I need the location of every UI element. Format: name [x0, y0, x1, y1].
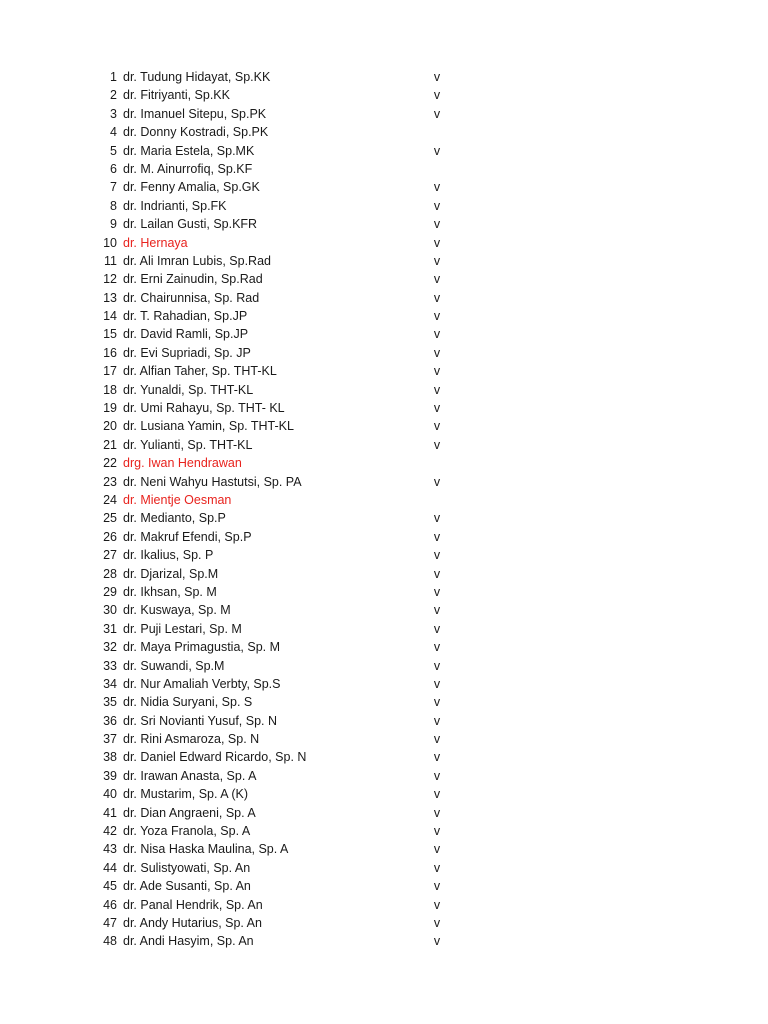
doctor-name: dr. Ikhsan, Sp. M — [123, 584, 217, 599]
list-item — [0, 877, 768, 895]
list-item — [0, 748, 768, 766]
doctor-name: dr. Nur Amaliah Verbty, Sp.S — [123, 676, 281, 691]
doctor-name: dr. Yulianti, Sp. THT-KL — [123, 437, 253, 452]
doctor-name: dr. Lailan Gusti, Sp.KFR — [123, 217, 258, 232]
check-mark: v — [433, 897, 441, 912]
doctor-name: dr. Djarizal, Sp.M — [123, 566, 219, 581]
doctor-name: dr. Mientje Oesman — [123, 492, 232, 507]
doctor-name: dr. Maria Estela, Sp.MK — [123, 143, 255, 158]
doctor-name: dr. Medianto, Sp.P — [123, 511, 226, 526]
list-item — [0, 730, 768, 748]
check-mark: v — [433, 621, 441, 636]
check-mark: v — [433, 566, 441, 581]
check-mark: v — [433, 70, 441, 84]
doctor-name: dr. Tudung Hidayat, Sp.KK — [123, 70, 271, 84]
row-number: 27 — [103, 548, 117, 563]
check-mark: v — [433, 548, 441, 563]
list-item — [0, 914, 768, 932]
check-mark: v — [433, 879, 441, 894]
check-mark: v — [433, 290, 441, 305]
list-item — [0, 804, 768, 822]
row-number: 11 — [104, 253, 117, 268]
row-number: 15 — [103, 327, 117, 342]
doctor-name: dr. Irawan Anasta, Sp. A — [123, 768, 257, 783]
list-item — [0, 454, 768, 472]
list-item — [0, 289, 768, 307]
check-mark: v — [433, 603, 441, 618]
row-number: 16 — [103, 345, 117, 360]
check-mark: v — [433, 713, 441, 728]
check-mark: v — [433, 437, 441, 452]
row-number: 3 — [110, 106, 117, 121]
list-item — [0, 436, 768, 454]
doctor-name: dr. Sri Novianti Yusuf, Sp. N — [123, 713, 278, 728]
list-item — [0, 234, 768, 252]
doctor-name: dr. Suwandi, Sp.M — [123, 658, 225, 673]
doctor-name: dr. Ikalius, Sp. P — [123, 548, 214, 563]
row-number: 41 — [103, 805, 117, 820]
row-number: 37 — [103, 732, 117, 747]
doctor-name: dr. Maya Primagustia, Sp. M — [123, 640, 281, 655]
check-mark: v — [433, 143, 441, 158]
list-item — [0, 491, 768, 509]
row-number: 30 — [103, 603, 117, 618]
row-number: 28 — [103, 566, 117, 581]
doctor-name: dr. Alfian Taher, Sp. THT-KL — [123, 364, 277, 379]
check-mark: v — [433, 768, 441, 783]
row-number: 26 — [103, 529, 117, 544]
doctor-name: dr. M. Ainurrofiq, Sp.KF — [123, 161, 253, 176]
check-mark: v — [433, 401, 441, 416]
check-mark: v — [433, 511, 441, 526]
list-item — [0, 565, 768, 583]
check-mark: v — [433, 364, 441, 379]
check-mark: v — [433, 824, 441, 839]
doctor-name: dr. Ali Imran Lubis, Sp.Rad — [123, 253, 271, 268]
row-number: 2 — [110, 88, 117, 103]
row-number: 24 — [103, 492, 117, 507]
row-number: 34 — [103, 676, 117, 691]
check-mark: v — [433, 106, 441, 121]
check-mark: v — [433, 732, 441, 747]
check-mark: v — [433, 198, 441, 213]
check-mark: v — [433, 309, 441, 324]
row-number: 6 — [110, 161, 117, 176]
doctor-name: dr. Nidia Suryani, Sp. S — [123, 695, 253, 710]
doctor-name: dr. Ade Susanti, Sp. An — [123, 879, 251, 894]
doctor-name: drg. Iwan Hendrawan — [123, 456, 242, 471]
list-item — [0, 601, 768, 619]
row-number: 4 — [110, 125, 117, 140]
row-number: 20 — [103, 419, 117, 434]
list-item — [0, 473, 768, 491]
check-mark: v — [433, 805, 441, 820]
check-mark: v — [433, 217, 441, 232]
check-mark: v — [433, 750, 441, 765]
row-number: 12 — [103, 272, 117, 287]
list-item — [0, 932, 768, 950]
row-number: 18 — [103, 382, 117, 397]
check-mark: v — [433, 787, 441, 802]
row-number: 44 — [103, 860, 117, 875]
list-item — [0, 546, 768, 564]
doctor-name: dr. Andi Hasyim, Sp. An — [123, 934, 254, 949]
row-number: 10 — [103, 235, 117, 250]
row-number: 46 — [103, 897, 117, 912]
row-number: 22 — [103, 456, 117, 471]
doctor-name: dr. Chairunnisa, Sp. Rad — [123, 290, 260, 305]
list-item — [0, 840, 768, 858]
doctor-name: dr. Fitriyanti, Sp.KK — [123, 88, 230, 103]
list-item — [0, 675, 768, 693]
doctor-name: dr. Hernaya — [123, 235, 188, 250]
row-number: 47 — [103, 915, 117, 930]
list-item — [0, 215, 768, 233]
row-number: 9 — [110, 217, 117, 232]
doctor-name: dr. Mustarim, Sp. A (K) — [123, 787, 249, 802]
row-number: 32 — [103, 640, 117, 655]
list-item — [0, 583, 768, 601]
doctor-name: dr. Nisa Haska Maulina, Sp. A — [123, 842, 289, 857]
check-mark: v — [433, 272, 441, 287]
row-number: 21 — [103, 437, 117, 452]
row-number: 45 — [103, 879, 117, 894]
list-item — [0, 822, 768, 840]
row-number: 40 — [103, 787, 117, 802]
doctor-name: dr. Donny Kostradi, Sp.PK — [123, 125, 269, 140]
list-item — [0, 86, 768, 104]
check-mark: v — [433, 345, 441, 360]
doctor-name: dr. Kuswaya, Sp. M — [123, 603, 231, 618]
doctor-name: dr. Makruf Efendi, Sp.P — [123, 529, 252, 544]
doctor-name: dr. Lusiana Yamin, Sp. THT-KL — [123, 419, 294, 434]
doctor-name: dr. Yoza Franola, Sp. A — [123, 824, 251, 839]
row-number: 13 — [103, 290, 117, 305]
check-mark: v — [433, 658, 441, 673]
check-mark: v — [433, 382, 441, 397]
row-number: 17 — [103, 364, 117, 379]
check-mark: v — [433, 640, 441, 655]
check-mark: v — [433, 934, 441, 949]
list-item — [0, 712, 768, 730]
doctor-name: dr. Imanuel Sitepu, Sp.PK — [123, 106, 267, 121]
list-item — [0, 270, 768, 288]
check-mark: v — [433, 860, 441, 875]
check-mark: v — [433, 88, 441, 103]
doctor-name: dr. Dian Angraeni, Sp. A — [123, 805, 256, 820]
list-item — [0, 657, 768, 675]
list-item — [0, 105, 768, 123]
row-number: 14 — [103, 309, 117, 324]
check-mark: v — [433, 842, 441, 857]
doctor-name: dr. T. Rahadian, Sp.JP — [123, 309, 248, 324]
check-mark: v — [433, 180, 441, 195]
doctor-name: dr. Indrianti, Sp.FK — [123, 198, 227, 213]
doctor-name: dr. Sulistyowati, Sp. An — [123, 860, 251, 875]
doctor-name: dr. Umi Rahayu, Sp. THT- KL — [123, 401, 285, 416]
row-number: 43 — [103, 842, 117, 857]
doctor-name: dr. Fenny Amalia, Sp.GK — [123, 180, 260, 195]
list-item — [0, 693, 768, 711]
list-item — [0, 160, 768, 178]
check-mark: v — [433, 915, 441, 930]
row-number: 23 — [103, 474, 117, 489]
list-item — [0, 896, 768, 914]
list-item — [0, 528, 768, 546]
doctor-name: dr. Evi Supriadi, Sp. JP — [123, 345, 251, 360]
row-number: 1 — [110, 70, 117, 84]
list-item — [0, 381, 768, 399]
doctor-name: dr. Andy Hutarius, Sp. An — [123, 915, 262, 930]
doctor-name: dr. Erni Zainudin, Sp.Rad — [123, 272, 263, 287]
list-item — [0, 785, 768, 803]
check-mark: v — [433, 676, 441, 691]
list-item — [0, 767, 768, 785]
list-item — [0, 252, 768, 270]
list-item — [0, 859, 768, 877]
row-number: 36 — [103, 713, 117, 728]
list-item — [0, 142, 768, 160]
check-mark: v — [433, 529, 441, 544]
doctor-name: dr. Yunaldi, Sp. THT-KL — [123, 382, 254, 397]
row-number: 39 — [103, 768, 117, 783]
check-mark: v — [433, 419, 441, 434]
list-item — [0, 399, 768, 417]
row-number: 7 — [110, 180, 117, 195]
doctor-name: dr. Neni Wahyu Hastutsi, Sp. PA — [123, 474, 302, 489]
list-item — [0, 197, 768, 215]
row-number: 35 — [103, 695, 117, 710]
check-mark: v — [433, 474, 441, 489]
list-item — [0, 344, 768, 362]
check-mark: v — [433, 695, 441, 710]
row-number: 29 — [103, 584, 117, 599]
list-item — [0, 362, 768, 380]
check-mark: v — [433, 327, 441, 342]
list-item — [0, 325, 768, 343]
doctor-list — [0, 68, 768, 951]
doctor-name: dr. David Ramli, Sp.JP — [123, 327, 249, 342]
list-item — [0, 178, 768, 196]
list-item — [0, 509, 768, 527]
row-number: 19 — [103, 401, 117, 416]
row-number: 42 — [103, 824, 117, 839]
row-number: 48 — [103, 934, 117, 949]
check-mark: v — [433, 253, 441, 268]
list-item — [0, 417, 768, 435]
doctor-name: dr. Panal Hendrik, Sp. An — [123, 897, 263, 912]
row-number: 8 — [110, 198, 117, 213]
row-number: 38 — [103, 750, 117, 765]
doctor-name: dr. Daniel Edward Ricardo, Sp. N — [123, 750, 307, 765]
check-mark: v — [433, 235, 441, 250]
row-number: 25 — [103, 511, 117, 526]
row-number: 31 — [103, 621, 117, 636]
list-item — [0, 68, 768, 86]
row-number: 33 — [103, 658, 117, 673]
doctor-name: dr. Puji Lestari, Sp. M — [123, 621, 242, 636]
list-item — [0, 620, 768, 638]
check-mark: v — [433, 584, 441, 599]
row-number: 5 — [110, 143, 117, 158]
list-item — [0, 307, 768, 325]
list-item — [0, 638, 768, 656]
list-item — [0, 123, 768, 141]
doctor-name: dr. Rini Asmaroza, Sp. N — [123, 732, 260, 747]
